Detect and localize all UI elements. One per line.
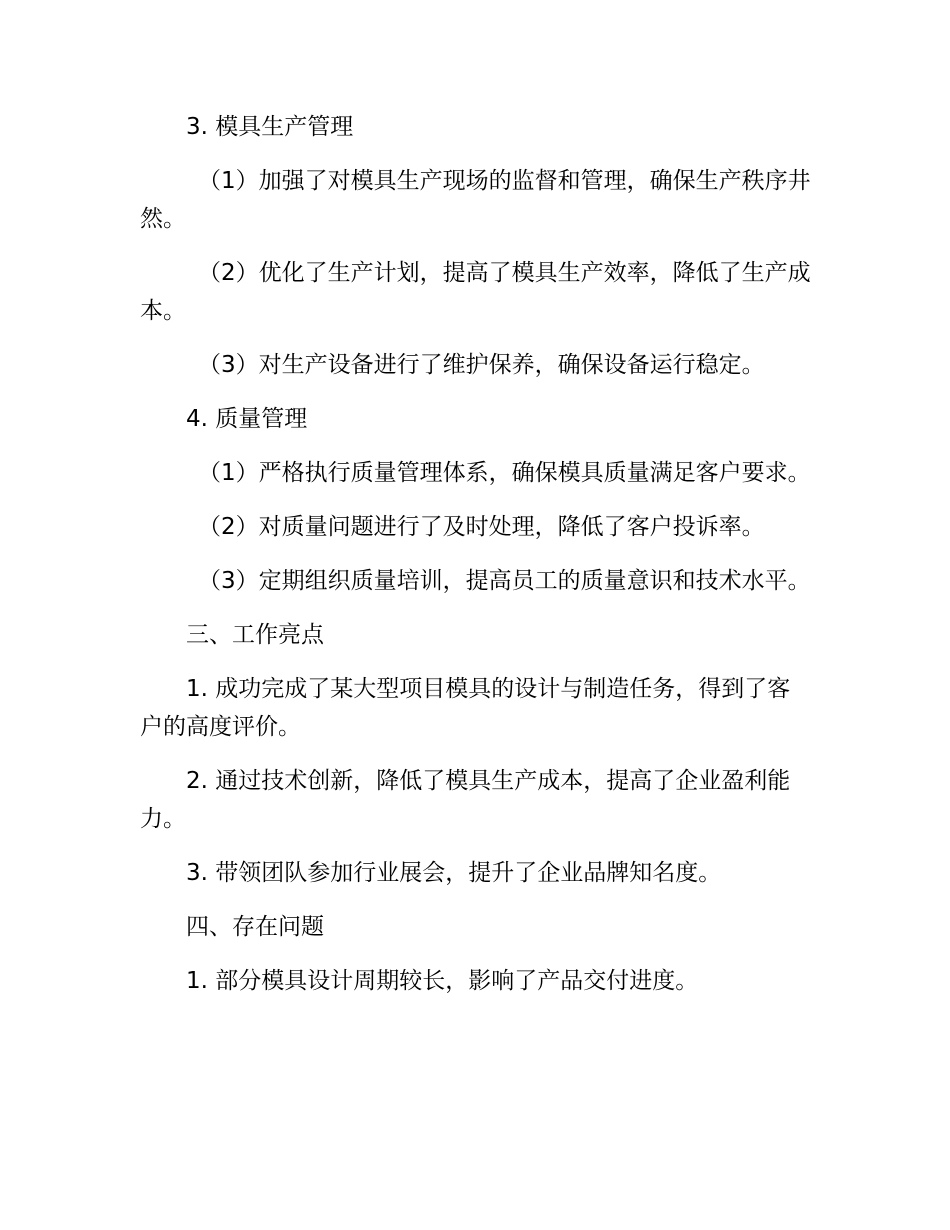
list-item: 1. 部分模具设计周期较长，影响了产品交付进度。: [186, 968, 699, 994]
list-item: （1）严格执行质量管理体系，确保模具质量满足客户要求。: [198, 460, 811, 486]
section-heading-problems: 四、存在问题: [186, 914, 324, 940]
list-item: （3）对生产设备进行了维护保养，确保设备运行稳定。: [198, 352, 765, 378]
list-item: 1. 成功完成了某大型项目模具的设计与制造任务，得到了客户的高度评价。: [140, 676, 791, 740]
list-item: （2）优化了生产计划，提高了模具生产效率，降低了生产成本。: [140, 260, 811, 324]
document-body: [140, 108, 812, 1016]
section-heading-quality: 4. 质量管理: [186, 406, 308, 432]
section-heading-mold-production: 3. 模具生产管理: [186, 114, 354, 140]
list-item: （2）对质量问题进行了及时处理，降低了客户投诉率。: [198, 514, 765, 540]
list-item: 3. 带领团队参加行业展会，提升了企业品牌知名度。: [186, 860, 722, 886]
section-heading-highlights: 三、工作亮点: [186, 622, 324, 648]
list-item: 2. 通过技术创新，降低了模具生产成本，提高了企业盈利能力。: [140, 768, 791, 832]
list-item: （1）加强了对模具生产现场的监督和管理，确保生产秩序井然。: [140, 168, 811, 232]
list-item: （3）定期组织质量培训，提高员工的质量意识和技术水平。: [198, 568, 811, 594]
